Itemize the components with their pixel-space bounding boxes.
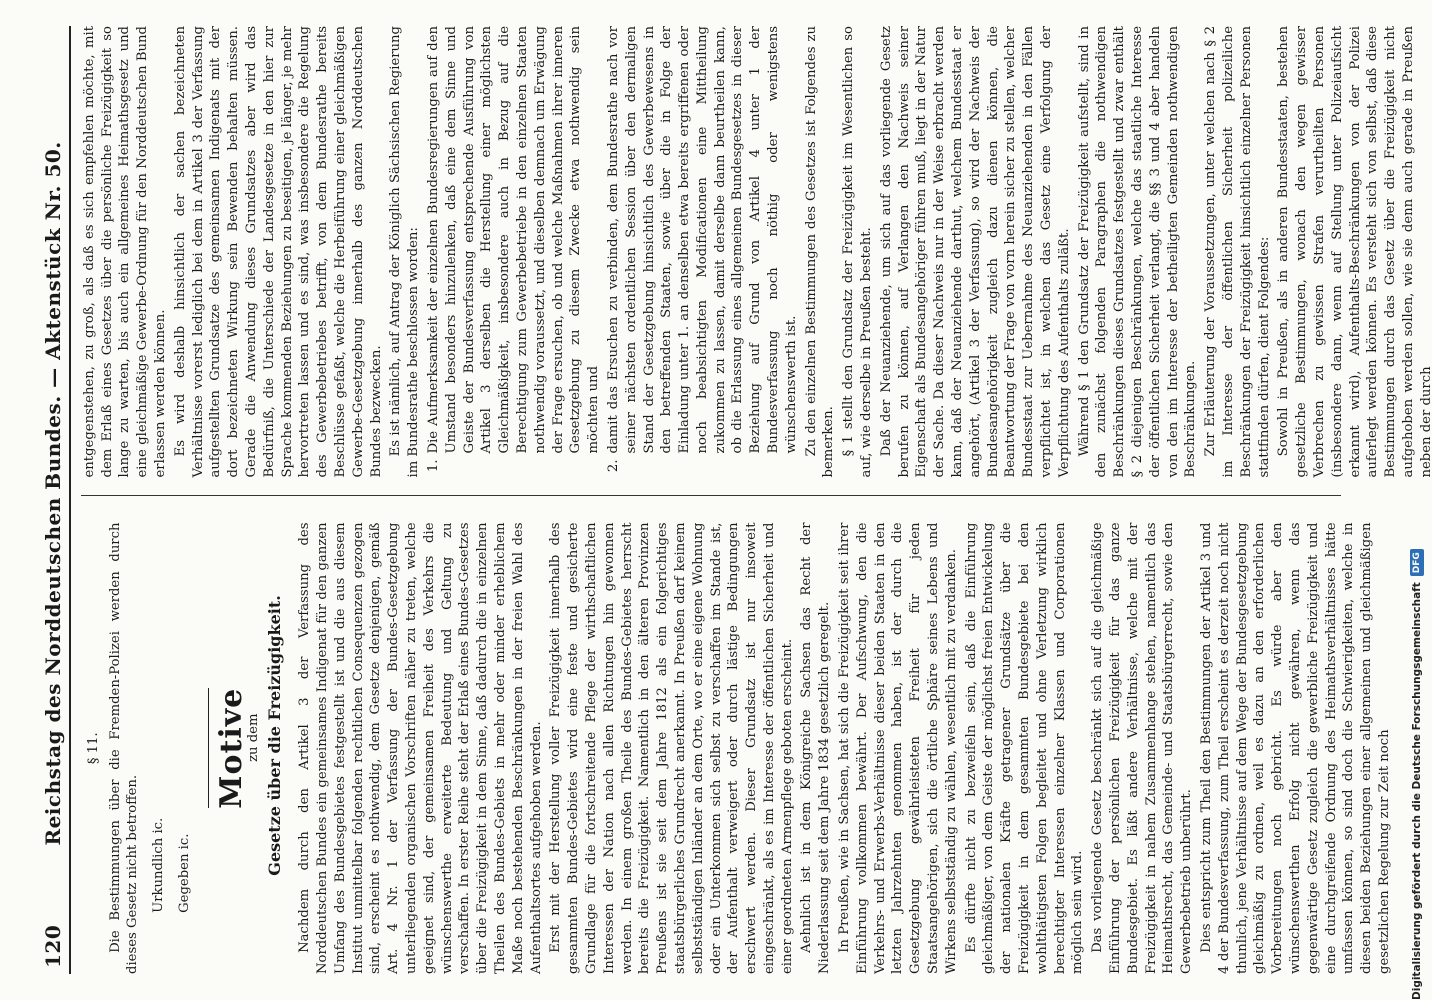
section-heading: § 11. — [85, 732, 101, 765]
enum-item: 2. damit das Ersuchen zu verbinden, dem Bundesrathe nach vor seiner nächsten ordentlichen Session über den dermaligen Stand der Gesetzgebung hinsichtlich des Gewerbewesens in den betreffenden Staaten, sowie über die in Folge der Einladung unter 1. an denselben etwa bereits ergriffenen oder noch beabsichtigten Modificationen eine Mittheilung zukommen zu lassen, damit derselbe dann beurtheilen kann, ob die Erlassung eines allgemeinen Bundesgesetzes in dieser Beziehung auf Grund von Artikel 4 unter 1 der Bundesverfassung noch nöthig oder wenigstens wünschenswerth ist. — [605, 26, 799, 473]
left-column — [81, 522, 1392, 975]
body-paragraph: In Preußen, wie in Sachsen, hat sich die Freizügigkeit seit ihrer Einführung vollkommen bewährt. Der Aufschwung, den die Verkehrs- und Erwerbs-Verhältnisse dieser beiden Staaten in den letzten Jahrzehnten genommen haben, ist der durch die Gesetzgebung gewährleisteten Freiheit für jeden Staatsangehörigen, sich die örtliche Sphäre seines Lebens und Wirkens selbstständig zu wählen, wesentlich mit zu verdanken. — [837, 522, 959, 974]
running-header — [41, 26, 71, 974]
dfg-credit-text: Digitalisierung gefördert durch die Deutsche Forschungsgemeinschaft — [1411, 582, 1423, 1000]
right-column — [81, 26, 1434, 497]
urkundlich: Urkundlich ic. — [151, 817, 167, 913]
body-paragraph: Sowohl in Preußen, als in anderen Bundesstaaten, bestehen gesetzliche Bestimmungen, wonach den wegen gewisser Verbrechen zu gewissen Strafen verurtheilten Personen (insbesondere dann, wenn auf Stellung unter Polizeiaufsicht erkannt wird), Aufenthalts-Beschränkungen von der Polizei auferlegt werden können. Es versteht sich von selbst, daß diese Bestimmungen durch das Gesetz über die Freizügigkeit nicht aufgehoben werden sollen, wie sie denn auch gerade in Preußen neben der durch — [1276, 26, 1434, 478]
motive-title: Motive — [213, 687, 249, 809]
body-paragraph: Während § 1 den Grundsatz der Freizügigkeit aufstellt, sind in den zunächst folgenden Paragraphen die nothwendigen Beschränkungen dieses Grundsatzes festgestellt und zwar enthält § 2 diejenigen Beschränkungen, welche das staatliche Interesse der öffentlichen Sicherheit verlangt, die §§ 3 und 4 aber handeln von den im Interesse der betheiligten Gemeinden nothwendigen Beschränkungen. — [1076, 26, 1199, 478]
body-paragraph: Daß der Neuanziehende, um sich auf das vorliegende Gesetz berufen zu können, auf Verlangen den Nachweis seiner Eigenschaft als Bundesangehöriger führen muß, liegt in der Natur der Sache. Da dieser Nachweis nur in der Weise erbracht werden kann, daß der Neuanziehende darthut, welchem Bundesstaat er angehört, (Artikel 3 der Verfassung), so wird der Nachweis der Bundesangehörigkeit zugleich dazu dienen können, die Beantwortung der Frage von vorn herein sicher zu stellen, welcher Bundesstaat zur Uebernahme des Neuanziehenden in den Fällen verpflichtet ist, in welchen das Gesetz eine Verfolgung der Verpflichtung des Aufenthalts zuläßt. — [878, 26, 1072, 478]
body-paragraph: Das vorliegende Gesetz beschränkt sich auf die gleichmäßige Einführung der persönlichen Freizügigkeit für das ganze Bundesgebiet. Es läßt andere Verhältnisse, welche mit der Freizügigkeit in nahem Zusammenhange stehen, namentlich das Heimathsrecht, das Gemeinde- und Staatsbürgerrecht, sowie den Gewerbebetrieb unberührt. — [1090, 522, 1195, 974]
gegeben: Gegeben ic. — [176, 833, 192, 913]
dfg-logo: DFG — [1410, 549, 1424, 576]
section-text: Die Bestimmungen über die Fremden-Polizei werden durch dieses Gesetz nicht betroffen. — [107, 522, 141, 974]
enum-item: 1. Die Aufmerksamkeit der einzelnen Bundesregierungen auf den Umstand besonders hinzulenken, daß eine dem Sinne und Geiste der Bundesverfassung entsprechende Ausführung von Artikel 3 derselben die Herstellung einer möglichsten Gleichmäßigkeit, insbesondere auch in Bezug auf die Berechtigung zum Gewerbebetriebe in den einzelnen Staaten nothwendig voraussetzt, und dieselben demnach um Erwägung der Frage ersuchen, ob und welche Maßnahmen ihrer inneren Gesetzgebung zu diesem Zwecke etwa nothwendig sein möchten und — [425, 26, 602, 473]
separator-rule — [208, 688, 209, 808]
body-paragraph: Zu den einzelnen Bestimmungen des Gesetzes ist Folgendes zu bemerken. — [803, 26, 837, 478]
body-paragraph: entgegenstehen, zu groß, als daß es sich empfehlen möchte, mit dem Erlaß eines Gesetzes über die persönliche Freizügigkeit so lange zu warten, bis auch ein allgemeines Heimathsgesetz und eine gleichmäßige Gewerbe-Ordnung für den Norddeutschen Bund erlassen werden können. — [81, 26, 168, 478]
body-paragraph: Erst mit der Herstellung voller Freizügigkeit innerhalb des gesammten Bundes-Gebietes wird eine feste und gesicherte Grundlage für die fortschreitende Pflege der wirthschaftlichen Interessen der Nation nach allen Richtungen hin gewonnen werden. In einem großen Theile des Bundes-Gebietes herrscht bereits die Freizügigkeit. Namentlich in den älteren Provinzen Preußens ist sie seit dem Jahre 1812 als ein folgerichtiges staatsbürgerliches Grundrecht anerkannt. In Preußen darf keinem selbstständigen Inländer an dem Orte, wo er eine eigene Wohnung oder ein Unterkommen sich selbst zu verschaffen im Stande ist, der Aufenthalt verweigert oder durch lästige Bedingungen erschwert werden. Dieser Grundsatz ist nur insoweit eingeschränkt, als es im Interesse der öffentlichen Sicherheit und einer geordneten Armenpflege geboten erscheint. — [548, 522, 795, 974]
body-paragraph: Dies entspricht zum Theil den Bestimmungen der Artikel 3 und 4 der Bundesverfassung, zum Theil erscheint es derzeit noch nicht thunlich, jene Verhältnisse auf dem Wege der Bundesgesetzgebung gleichmäßig zu ordnen, weil es dazu an den erforderlichen Vorbereitungen noch gebricht. Es würde aber den wünschenswerthen Erfolg nicht gewähren, wenn das gegenwärtige Gesetz zugleich die gewerbliche Freizügigkeit und eine durchgreifende Ordnung des Heimathsverhältnisses hätte umfassen können, so sind doch die Schwierigkeiten, welche in diesen beiden Beziehungen einer allgemeinen und gleichmäßigen gesetzlichen Regelung zur Zeit noch — [1199, 522, 1392, 974]
page-number: 120 — [41, 924, 65, 968]
body-paragraph: Zur Erläuterung der Voraussetzungen, unter welchen nach § 2 im Interesse der öffentlichen Sicherheit polizeiliche Beschränkungen der Freizügigkeit hinsichtlich einzelner Personen stattfinden dürfen, dient Folgendes: — [1203, 26, 1272, 478]
motive-law-title: Gesetze über die Freizügigkeit. — [265, 595, 285, 876]
body-paragraph: Es wird deshalb hinsichtlich der sachen bezeichneten Verhältnisse vorerst lediglich bei dem in Artikel 3 der Verfassung aufgestellten Grundsatze des gemeinsamen Indigenats mit der dort bezeichneten Wirkung sein Bewenden behalten müssen. Gerade die Anwendung dieses Grundsatzes aber wird das Bedürfniß, die Unterschiede der Landesgesetze in den hier zur Sprache kommenden Beziehungen zu beseitigen, je länger, je mehr hervortreten lassen und es sind, was insbesondere die Regelung des Gewerbebetriebes betrifft, von dem Bundesrathe bereits Beschlüsse gefaßt, welche die Herbeiführung einer gleichmäßigen Gewerbe-Gesetzgebung innerhalb des ganzen Norddeutschen Bundes bezwecken. — [172, 26, 384, 478]
body-paragraph: § 1 stellt den Grundsatz der Freizügigkeit im Wesentlichen so auf, wie derselbe in Preußen besteht. — [841, 26, 875, 478]
motive-zu: zu dem — [245, 713, 261, 762]
body-paragraph: Nachdem durch den Artikel 3 der Verfassung des Norddeutschen Bundes ein gemeinsames Indigenat für den ganzen Umfang des Bundesgebietes festgestellt ist und die aus diesem Institut unmittelbar folgenden rechtlichen Consequenzen gezogen sind, erscheint es nothwendig, dem Gesetze denjenigen, gemäß Art. 4 Nr. 1 der Verfassung der Bundes-Gesetzgebung unterliegenden organischen Vorschriften näher zu treten, welche geeignet sind, der gemeinsamen Freiheit des Verkehrs die wünschenswerthe erweiterte Bedeutung und Geltung zu verschaffen. In erster Reihe steht der Erlaß eines Bundes-Gesetzes über die Freizügigkeit in dem Sinne, daß dadurch die in einzelnen Theilen des Bundes-Gebiets in mehr oder minder erheblichem Maße noch bestehenden Beschränkungen in der freien Wahl des Aufenthaltsortes aufgehoben werden. — [297, 522, 544, 974]
dfg-credit — [1406, 6, 1428, 1000]
header-title: Reichstag des Norddeutschen Bundes. — Aktenstück Nr. 50. — [41, 141, 65, 846]
body-paragraph: Aehnlich ist in dem Königreiche Sachsen das Recht der Niederlassung seit dem Jahre 1834 gesetzlich geregelt. — [799, 522, 833, 974]
body-paragraph: Es ist nämlich, auf Antrag der Königlich Sächsischen Regierung im Bundesrathe beschlossen worden: — [388, 26, 422, 478]
body-paragraph: Es dürfte nicht zu bezweifeln sein, daß die Einführung gleichmäßiger, von dem Geiste der möglichst freien Entwickelung der nationalen Kräfte getragener Grundsätze über die Freizügigkeit in dem gesammten Bundesgebiete bei den wohlthätigsten Folgen begleitet und ohne Verletzung wirklich berechtigter Interessen einzelner Klassen und Corporationen möglich sein wird. — [963, 522, 1086, 974]
